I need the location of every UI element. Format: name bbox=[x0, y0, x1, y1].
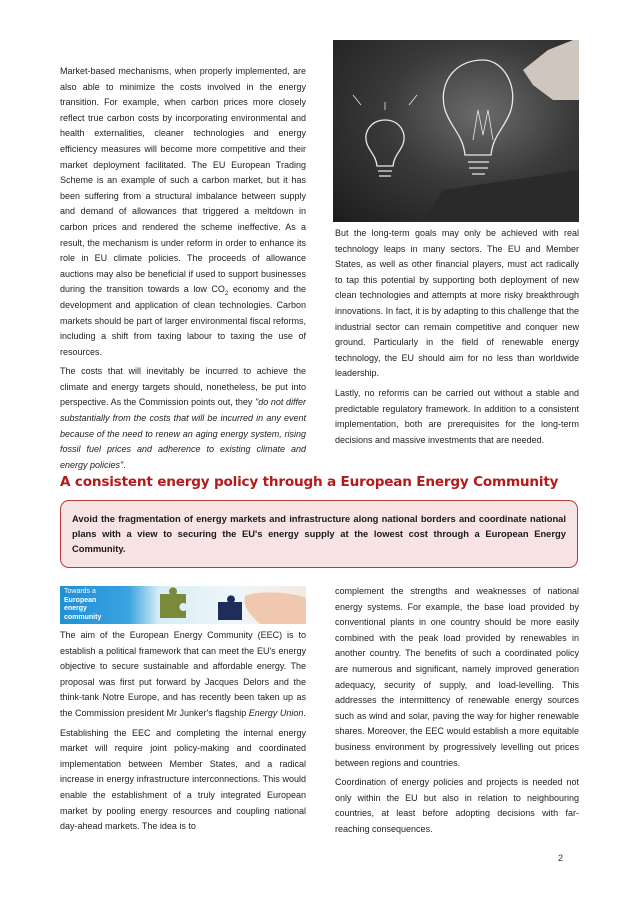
text: The aim of the European Energy Community (EEC) is to establish a political framework that can meet the EU's energy objective to secure sustainable and affordable energy. The proposal was first put forward by Jacques Delors and the think-tank Notre Europe, and has recently been taken up as the Commission president Mr Junker's flagship bbox=[60, 630, 306, 718]
energy-community-banner bbox=[60, 586, 306, 624]
text: The costs that will inevitably be incurred to achieve the climate and energy targets should, nonetheless, be put into perspective. As the Commission points out, they bbox=[60, 366, 306, 408]
paragraph-costs bbox=[60, 364, 306, 473]
lightbulb-photo bbox=[333, 40, 579, 222]
lightbulb-illustration bbox=[333, 40, 579, 222]
banner-title bbox=[64, 588, 101, 622]
paragraph-eec-aim bbox=[60, 628, 306, 722]
subscript: 2 bbox=[224, 291, 229, 298]
banner-line: European bbox=[64, 596, 97, 604]
paragraph-regulatory-framework: Lastly, no reforms can be carried out without a stable and predictable regulatory framework. In addition to a consistent implementation, both are prerequisites for the long-term decisions and massive investments that are needed. bbox=[335, 387, 579, 445]
paragraph-carbon-markets bbox=[60, 64, 306, 360]
right-column-bottom bbox=[335, 584, 579, 842]
text: . bbox=[303, 707, 306, 718]
text: economy and the development and application of clean technologies. Carbon markets should be part of larger environmental fiscal reforms, including a shift from taxing labour to taxing the use of resources. bbox=[60, 284, 306, 357]
paragraph-complement: complement the strengths and weaknesses of national energy systems. For example, the base load provided by conventional plants in one country should be more easily combined with the peak load provided by renewables in another country. The benefits of such a coordinated policy are numerous and significant, namely improved generation adequacy, security of supply, and load-levelling. This addresses the intermittency of renewable energy sources such as wind and solar, paving the way for higher renewable shares. Moreover, the EEC would establish a more equitable business environment by progressively levelling out prices between regions and countries. bbox=[335, 586, 579, 768]
energy-union-term: Energy Union bbox=[248, 707, 304, 718]
left-column-top bbox=[60, 64, 306, 477]
banner-line: Towards a bbox=[64, 588, 96, 595]
paragraph-coordination: Coordination of energy policies and projects is needed not only within the EU but also in relation to neighbouring countries, at least before adopting decisions with far-reaching consequences. bbox=[335, 777, 579, 834]
banner-line: energy bbox=[64, 605, 87, 612]
text: . bbox=[123, 459, 126, 470]
paragraph-technology-leaps: But the long-term goals may only be achieved with real technology leaps in many sectors. The EU and Member States, as well as other financial players, must act radically to tap this potential by supporting both deployment of new clean technologies and attempts at more risky breakthrough innovations. In fact, it is by adapting to this challenge that the industrial sector can remain competitive and conquer new ground. Particularly in the field of renewable energy technology, the EU should aim for no less than worldwide leadership. bbox=[335, 228, 579, 379]
right-column-top bbox=[335, 226, 579, 452]
section-heading: A consistent energy policy through a European Energy Community bbox=[60, 474, 559, 490]
banner-line: community bbox=[64, 613, 102, 621]
paragraph-establishing-eec: Establishing the EEC and completing the internal energy market will require joint policy-making and coordinated implementation between Member States, and a radical increase in energy infrastructure interconnections. This would enable the establishment of a truly integrated European market by pooling energy resources and coupling national day-ahead markets. The idea is to bbox=[60, 727, 306, 832]
text: Market-based mechanisms, when properly implemented, are also able to minimize the costs involved in the energy transition. For example, when carbon prices more closely reflect true carbon costs by incorporating environmental and health externalities, cleaner technologies and energy efficiency measures will become more competitive and their market deployment facilitated. The EU European Trading Scheme is an example of such a carbon market, but it has been suffering from a structural imbalance between supply and demand of allowances that triggered a meltdown in carbon prices and rendered the scheme ineffective. As a result, the mechanism is under reform in order to enhance its role in EU climate policies. The proceeds of allowance auctions may also be beneficial if used to support businesses during the transition towards a low CO bbox=[60, 66, 306, 295]
callout-box: Avoid the fragmentation of energy markets and infrastructure along national borders and coordinate national plans with a view to securing the EU's energy supply at the lowest cost through a European Energy Community. bbox=[60, 500, 578, 568]
page-number: 2 bbox=[558, 853, 564, 863]
left-column-bottom bbox=[60, 628, 306, 839]
commission-quote: "do not differ substantially from the costs that will be incurred in any event because of the need to renew an aging energy system, rising fossil fuel prices and adherence to existing climate and energy policies" bbox=[60, 397, 307, 470]
